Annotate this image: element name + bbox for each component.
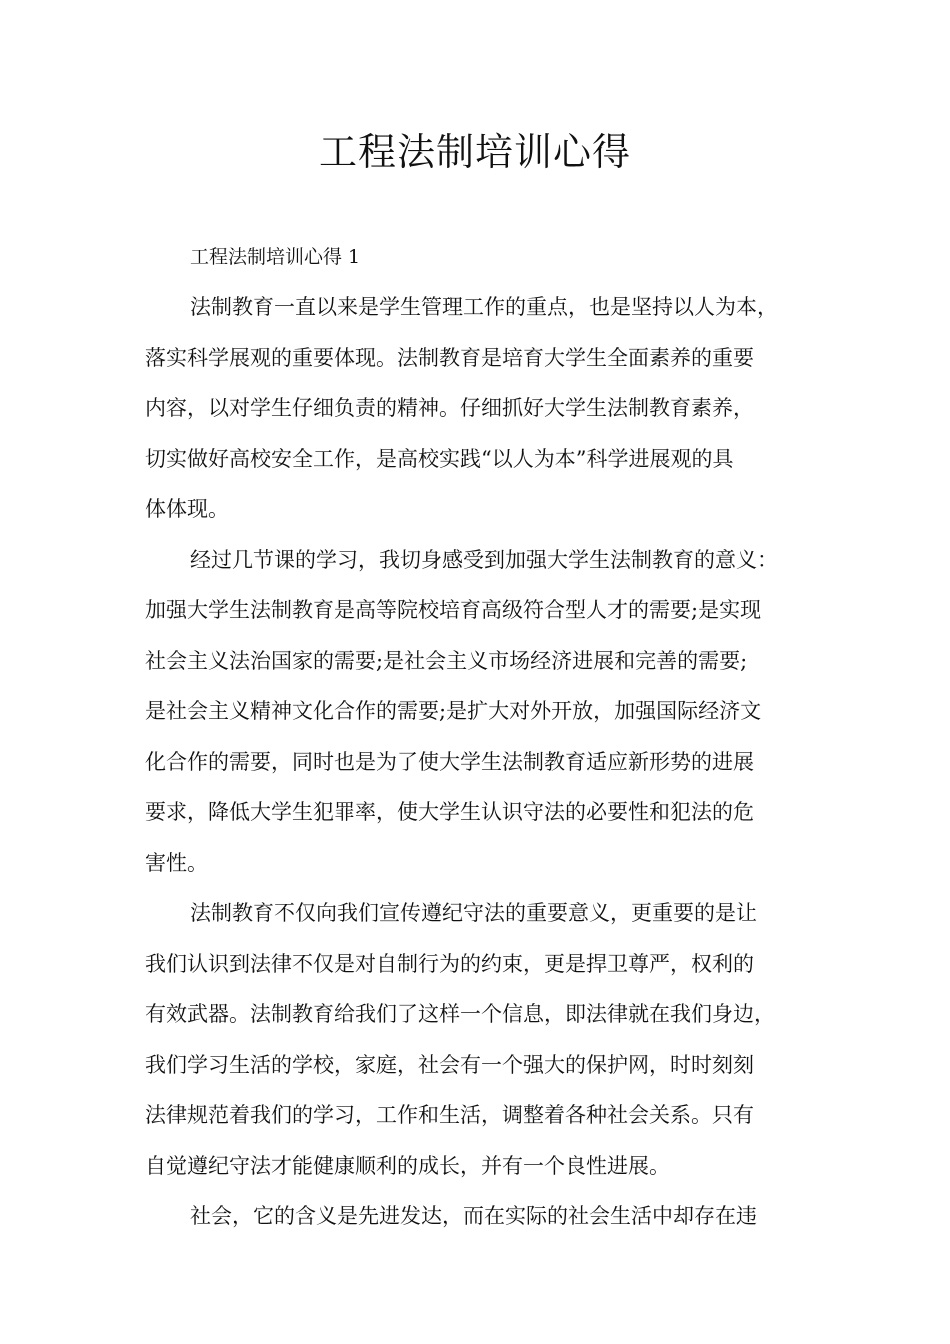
paragraph-1 (145, 282, 813, 535)
paragraph-line: 是社会主义精神文化合作的需要;是扩大对外开放，加强国际经济文 (145, 699, 762, 723)
paragraph-line: 法律规范着我们的学习，工作和生活，调整着各种社会关系。只有 (145, 1103, 754, 1127)
paragraph-3 (145, 888, 813, 1191)
document-title: 工程法制培训心得 (318, 130, 631, 174)
paragraph-line: 经过几节课的学习，我切身感受到加强大学生法制教育的意义： (190, 547, 778, 572)
paragraph-line: 化合作的需要，同时也是为了使大学生法制教育适应新形势的进展 (145, 749, 754, 774)
paragraph-line: 法制教育不仅向我们宣传遵纪守法的重要意义，更重要的是让 (190, 901, 757, 925)
paragraph-line: 要求，降低大学生犯罪率，使大学生认识守法的必要性和犯法的危 (145, 800, 754, 824)
paragraph-line: 落实科学展观的重要体现。法制教育是培育大学生全面素养的重要 (145, 345, 754, 370)
paragraph-line: 加强大学生法制教育是高等院校培育高级符合型人才的需要;是实现 (145, 598, 762, 622)
document-body (145, 232, 813, 1242)
paragraph-line: 自觉遵纪守法才能健康顺利的成长，并有一个良性进展。 (145, 1153, 670, 1178)
paragraph-line: 社会主义法治国家的需要;是社会主义市场经济进展和完善的需要; (145, 648, 748, 673)
paragraph-line: 我们学习生活的学校，家庭，社会有一个强大的保护网，时时刻刻 (145, 1052, 754, 1077)
paragraph-line: 社会，它的含义是先进发达，而在实际的社会生活中却存在违 (190, 1204, 757, 1228)
paragraph-4 (145, 1191, 813, 1242)
section-subheading: 工程法制培训心得 1 (190, 246, 361, 268)
paragraph-line: 害性。 (145, 850, 208, 875)
paragraph-2 (145, 535, 813, 889)
paragraph-line: 内容，以对学生仔细负责的精神。仔细抓好大学生法制教育素养， (145, 396, 754, 420)
paragraph-line: 我们认识到法律不仅是对自制行为的约束，更是捍卫尊严，权利的 (145, 951, 754, 976)
paragraph-line: 有效武器。法制教育给我们了这样一个信息，即法律就在我们身边， (145, 1002, 775, 1026)
paragraph-line: 切实做好高校安全工作，是高校实践“以人为本”科学进展观的具 (145, 446, 734, 471)
paragraph-line: 体体现。 (145, 497, 229, 521)
paragraph-line: 法制教育一直以来是学生管理工作的重点，也是坚持以人为本， (190, 295, 778, 319)
